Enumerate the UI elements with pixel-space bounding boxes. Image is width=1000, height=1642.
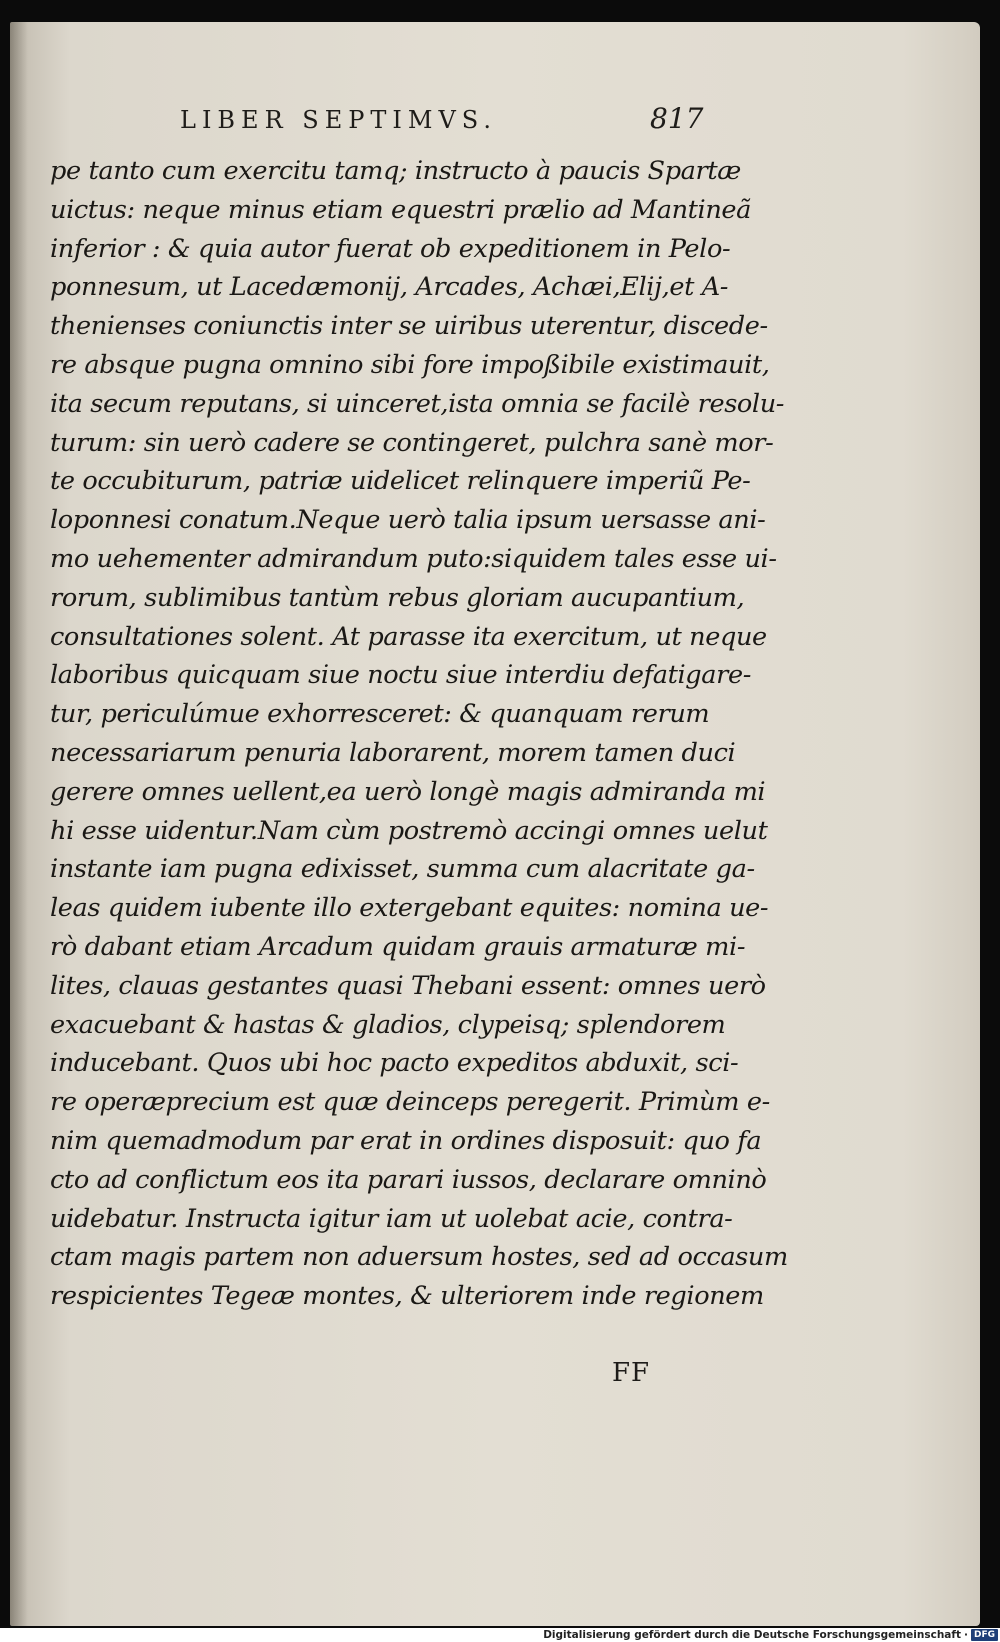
dfg-logo: DFG [971,1629,998,1641]
page-number: 817 [650,102,704,135]
text-line: thenienses coniunctis inter se uiribus uterentur, discede- [50,311,768,342]
text-line: exacuebant & hastas & gladios, clypeisq; splendorem [50,1009,726,1040]
text-line: lites, clauas gestantes quasi Thebani essent: omnes uerò [50,970,766,1001]
text-line: necessariarum penuria laborarent, morem tamen duci [50,737,736,768]
text-line: nim quemadmodum par erat in ordines disposuit: quo fa [50,1125,762,1156]
text-line: cto ad conflictum eos ita parari iussos, declarare omninò [50,1164,767,1195]
digitization-credit: Digitalisierung gefördert durch die Deutsche Forschungsgemeinschaft · DFG [543,1628,998,1642]
text-line: ita secum reputans, si uinceret,ista omnia se facilè resolu- [50,388,785,419]
text-line: consultationes solent. At parasse ita exercitum, ut neque [50,621,767,652]
text-line: ponnesum, ut Lacedæmonij, Arcades, Achæi,Elij,et A- [50,272,729,303]
text-line: laboribus quicquam siue noctu siue interdiu defatigare- [50,660,751,691]
signature-mark: FF [612,1358,651,1388]
text-line: uidebatur. Instructa igitur iam ut uolebat acie, contra- [50,1203,733,1234]
text-line: turum: sin uerò cadere se contingeret, pulchra sanè mor- [50,427,774,458]
text-line: rorum, sublimibus tantùm rebus gloriam aucupantium, [50,582,745,613]
text-line: mo uehementer admirandum puto:siquidem tales esse ui- [50,543,777,574]
text-line: rò dabant etiam Arcadum quidam grauis armaturæ mi- [50,931,746,962]
text-line: re absque pugna omnino sibi fore impoßibile existimauit, [50,349,770,380]
body-text [50,152,788,1316]
text-line: ctam magis partem non aduersum hostes, sed ad occasum [50,1242,788,1273]
text-line: re operæprecium est quæ deinceps peregerit. Primùm e- [50,1087,770,1118]
text-line: respicientes Tegeæ montes, & ulteriorem inde regionem [50,1281,764,1312]
text-line: instante iam pugna edixisset, summa cum alacritate ga- [50,854,755,885]
text-line: tur, periculúmue exhorresceret: & quanquam rerum [50,699,710,730]
text-line: te occubiturum, patriæ uidelicet relinquere imperiũ Pe- [50,466,751,497]
credit-text: Digitalisierung gefördert durch die Deutsche Forschungsgemeinschaft [543,1629,961,1641]
text-line: leas quidem iubente illo extergebant equites: nomina ue- [50,893,769,924]
text-line: loponnesi conatum.Neque uerò talia ipsum uersasse ani- [50,505,766,536]
text-line: inferior : & quia autor fuerat ob expeditionem in Pelo- [50,233,731,264]
text-line: uictus: neque minus etiam equestri prælio ad Mantineã [50,194,752,225]
text-line: gerere omnes uellent,ea uerò longè magis admiranda mi [50,776,766,807]
book-page [10,22,980,1626]
text-line: inducebant. Quos ubi hoc pacto expeditos abduxit, sci- [50,1048,739,1079]
text-line: hi esse uidentur.Nam cùm postremò accingi omnes uelut [50,815,768,846]
running-head: LIBER SEPTIMVS. [180,106,497,134]
text-line: pe tanto cum exercitu tamq; instructo à paucis Spartæ [50,156,741,186]
